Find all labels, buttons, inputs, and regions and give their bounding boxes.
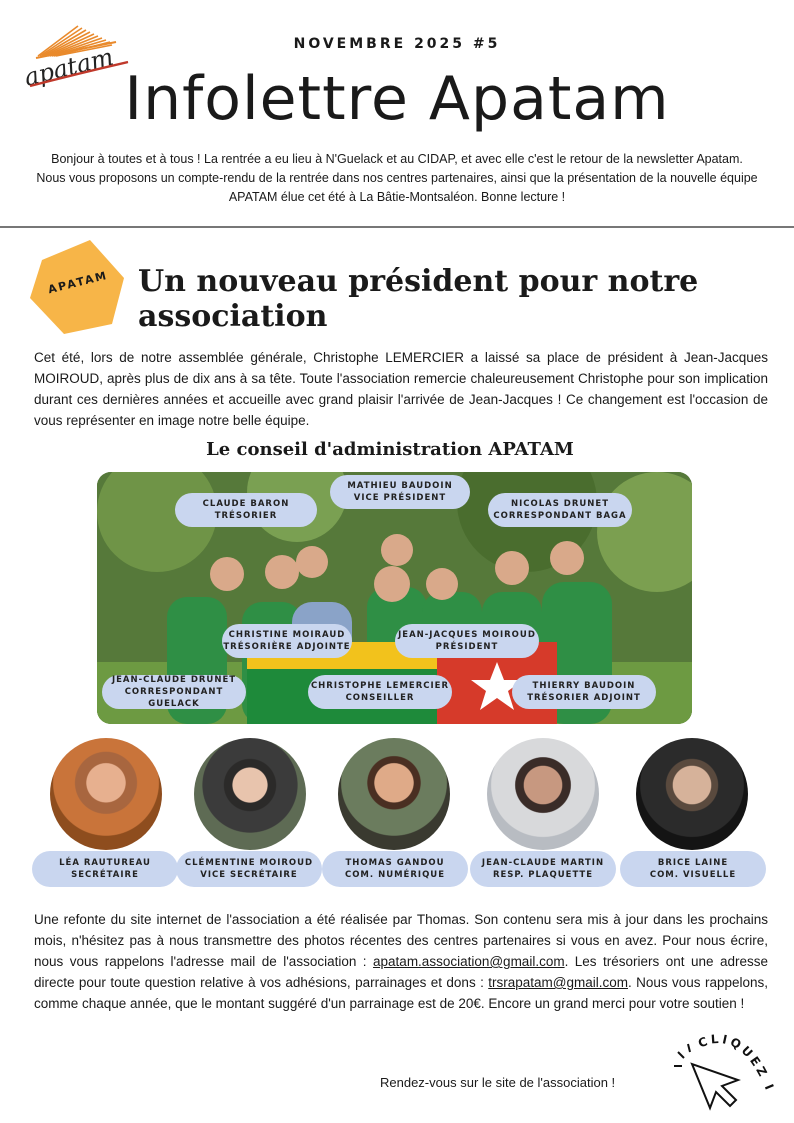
board-pill: CHRISTINE MOIRAUD TRÉSORIÈRE ADJOINTE bbox=[222, 624, 352, 658]
issue-label: NOVEMBRE 2025 #5 bbox=[293, 36, 501, 52]
board-pill: JEAN-JACQUES MOIROUD PRÉSIDENT bbox=[395, 624, 539, 658]
board-pill: CLAUDE BARON TRÉSORIER bbox=[175, 493, 317, 527]
cta-label: CLIQUEZ I bbox=[696, 1031, 778, 1095]
board-pill: THIERRY BAUDOIN TRÉSORIER ADJOINT bbox=[512, 675, 656, 709]
treasurer-email-link[interactable]: trsrapatam@gmail.com bbox=[488, 975, 628, 990]
team-pill: JEAN-CLAUDE MARTIN RESP. PLAQUETTE bbox=[470, 851, 616, 887]
avatar bbox=[50, 738, 162, 850]
board-pill: CHRISTOPHE LEMERCIER CONSEILLER bbox=[308, 675, 452, 709]
team-pill: BRICE LAINE COM. VISUELLE bbox=[620, 851, 766, 887]
avatar bbox=[636, 738, 748, 850]
association-email-link[interactable]: apatam.association@gmail.com bbox=[373, 954, 565, 969]
section-paragraph: Cet été, lors de notre assemblée générale, Christophe LEMERCIER a laissé sa place de président à Jean-Jacques MOIROUD, après plus de dix ans à sa tête. Toute l'association remercie chaleureusement Christophe pour son implication durant ces dernières années et accueille avec grand plaisir l'arrivée de Jean-Jacques ! Ce changement est l'occasion de vous représenter en image notre belle équipe. bbox=[34, 350, 768, 428]
closing-paragraph: Une refonte du site internet de l'association a été réalisée par Thomas. Son contenu sera mis à jour dans les prochains mois, n'hésitez pas à nous transmettre des photos récentes des centres partenaires si vous en avez. Pour nous écrire, nous vous rappelons l'adresse mail de l'association : apatam.association@gmail.com. Les trésoriers ont une adresse directe pour toute question relative à vos adhésions, parrainages et dons : trsrapatam@gmail.com. Nous vous rappelons, comme chaque année, que le montant suggéré d'un parrainage est de 20€. Encore un grand merci pour votre soutien ! bbox=[34, 912, 768, 1011]
footer-text: Rendez-vous sur le site de l'association ! bbox=[380, 1075, 616, 1090]
avatar bbox=[194, 738, 306, 850]
board-pill: MATHIEU BAUDOIN VICE PRÉSIDENT bbox=[330, 475, 470, 509]
avatar bbox=[487, 738, 599, 850]
header-divider bbox=[0, 226, 794, 228]
section-title: Un nouveau président pour notre association bbox=[138, 264, 699, 334]
intro-text: Bonjour à toutes et à tous ! La rentrée a eu lieu à N'Guelack et au CIDAP, et avec elle c'est le retour de la newsletter Apatam. Nous vous proposons un compte-rendu de la rentrée dans nos centres partenaires, ainsi que la présentation de la nouvelle équipe APATAM élue cet été à La Bâtie-Montsaléon. Bonne lecture ! bbox=[36, 152, 758, 204]
badge-label: APATAM bbox=[46, 268, 110, 297]
board-subtitle: Le conseil d'administration APATAM bbox=[206, 439, 574, 460]
board-pill: JEAN-CLAUDE DRUNET CORRESPONDANT GUELACK bbox=[102, 675, 246, 709]
board-pill: NICOLAS DRUNET CORRESPONDANT BAGA bbox=[488, 493, 632, 527]
team-pill: CLÉMENTINE MOIROUD VICE SECRÉTAIRE bbox=[176, 851, 322, 887]
avatar bbox=[338, 738, 450, 850]
team-pill: LÉA RAUTUREAU SECRÉTAIRE bbox=[32, 851, 178, 887]
cliquez-ici-button[interactable] bbox=[670, 1030, 780, 1116]
logo-wordmark: apatam bbox=[21, 42, 117, 92]
team-pill: THOMAS GANDOU COM. NUMÉRIQUE bbox=[322, 851, 468, 887]
newsletter-title: Infolettre Apatam bbox=[124, 64, 670, 134]
cursor-icon bbox=[674, 1044, 738, 1108]
